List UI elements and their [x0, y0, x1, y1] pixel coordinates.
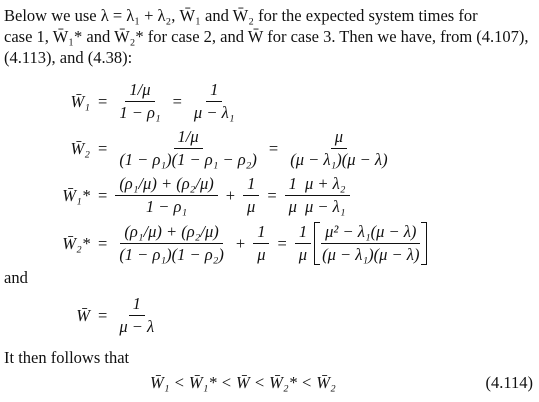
intro-line-3: (4.113), and (4.38):	[4, 48, 133, 67]
eq2-frac1: $\frac{1/\mu}{\text{(1 − ρ₁)(1 − ρ₁ − ρ₂)}}$	[119, 127, 257, 169]
equation-w: W̄ = $\frac{1}{\mu - \lambda}$	[46, 294, 158, 337]
eq1-lhs: W̄₁	[70, 91, 90, 111]
eq2-frac2: $\frac{\mu}{\text{(μ − λ₁)(μ − λ)}}$	[290, 127, 388, 169]
inequality-chain: W̄₁ < W̄₁* < W̄ < W̄₂* < W̄₂	[150, 373, 336, 392]
equation-w1-star: W̄₁* = $\frac{\text{(ρ₁/μ) + (ρ₂/μ)}}{\text{1 − ρ₁}}$ + $\frac{1}{\mu}$ = $\frac{1}{\mu}$ $\frac{\text{μ + λ₂}}{\text{μ − λ₁}}$	[46, 174, 350, 217]
eq3-frac3: $\frac{1}{\mu}$	[285, 174, 301, 217]
eq3-frac2: $\frac{1}{\mu}$	[243, 174, 259, 217]
eq5-frac1: $\frac{1}{\mu - \lambda}$	[119, 294, 155, 336]
equation-w2-star: W̄₂* = $\frac{\text{(ρ₁/μ) + (ρ₂/μ)}}{\text{(1 − ρ₁)(1 − ρ₂)}}$ + $\frac{1}{\mu}$ = $\frac{1}{\mu}$ $\frac{\text{μ² − λ₁(μ − λ)}}{\text{(μ − λ₁)(μ − λ)}}$	[46, 222, 427, 265]
and-word: and	[4, 268, 28, 287]
eq4-frac1: $\frac{\text{(ρ₁/μ) + (ρ₂/μ)}}{\text{(1 − ρ₁)(1 − ρ₂)}}$	[119, 222, 224, 264]
eq4-lhs: W̄₂*	[62, 233, 90, 253]
intro-line-2: case 1, W̄₁* and W̄₂* for case 2, and W̄ for case 3. Then we have, from (4.107),	[4, 27, 529, 46]
intro-line-1: Below we use λ = λ₁ + λ₂, W̄₁ and W̄₂ for the expected system times for	[4, 6, 478, 25]
equation-w1: W̄₁ = $\frac{1/\mu}{\text{1 − ρ₁}}$ = $\frac{1}{\text{μ − λ₁}}$	[46, 80, 238, 123]
eq3-frac4: $\frac{\text{μ + λ₂}}{\text{μ − λ₁}}$	[301, 174, 350, 217]
eq2-lhs: W̄₂	[70, 138, 90, 158]
follows-text: It then follows that	[4, 348, 130, 367]
eq3-lhs: W̄₁*	[62, 185, 90, 205]
eq3-frac1: $\frac{\text{(ρ₁/μ) + (ρ₂/μ)}}{\text{1 − ρ₁}}$	[115, 174, 217, 217]
eq5-lhs: W̄	[76, 305, 90, 325]
eq4-frac2: $\frac{1}{\mu}$	[253, 222, 269, 265]
equation-w2: W̄₂ = $\frac{1/\mu}{\text{(1 − ρ₁)(1 − ρ₁ − ρ₂)}}$ = $\frac{\mu}{\text{(μ − λ₁)(μ − λ)}}$	[46, 127, 392, 170]
eq1-frac1: $\frac{1/\mu}{\text{1 − ρ₁}}$	[119, 80, 161, 122]
eq4-frac3: $\frac{1}{\mu}$	[295, 222, 311, 265]
eq1-frac2: $\frac{1}{\text{μ − λ₁}}$	[193, 80, 235, 122]
eq4-frac4: $\frac{\text{μ² − λ₁(μ − λ)}}{\text{(μ − λ₁)(μ − λ)}}$	[322, 222, 420, 264]
equation-number: (4.114)	[485, 373, 533, 392]
eq4-bracket	[314, 222, 427, 265]
